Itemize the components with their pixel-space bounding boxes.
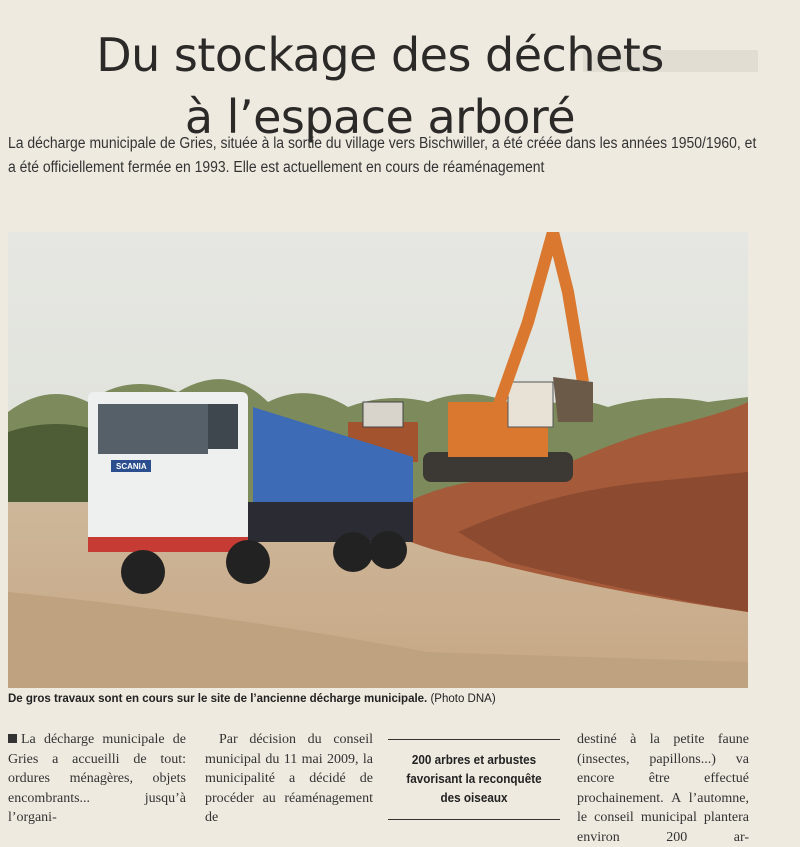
body-column-2 bbox=[205, 730, 373, 828]
subhead: 200 arbres et arbustes favorisant la reconquête des oiseaux bbox=[406, 752, 542, 805]
headline-line-2: à l’espace arboré bbox=[184, 89, 576, 144]
lede-paragraph: La décharge municipale de Gries, située à la sortie du village vers Bischwiller, a été créée dans les années 1950/1960, et a été officiellement fermée en 1993. Elle est actuellement en cours de réaménagement bbox=[8, 135, 757, 176]
subhead-box bbox=[388, 739, 560, 820]
bullet-icon bbox=[8, 734, 17, 743]
truck-badge: SCANIA bbox=[116, 462, 147, 471]
article-photo bbox=[8, 232, 748, 688]
column-text: Par décision du conseil municipal du 11 mai 2009, la municipalité a décidé de procéder au réaménagement de bbox=[205, 732, 373, 825]
body-column-1 bbox=[8, 730, 186, 828]
column-text: La décharge municipale de Gries a accueilli de tout: ordures ménagères, objets encombrants... jusqu’à l’organi- bbox=[8, 732, 186, 825]
photo-caption bbox=[8, 693, 496, 705]
photo-credit: (Photo DNA) bbox=[430, 693, 496, 705]
caption-text: De gros travaux sont en cours sur le site de l’ancienne décharge municipale. bbox=[8, 693, 428, 705]
headline-line-1: Du stockage des déchets bbox=[96, 27, 664, 82]
body-column-4 bbox=[577, 730, 749, 847]
column-text: destiné à la petite faune (insectes, papillons...) va encore être effectué prochainement. A l’automne, le conseil municipal plantera environ 200 ar- bbox=[577, 732, 749, 845]
